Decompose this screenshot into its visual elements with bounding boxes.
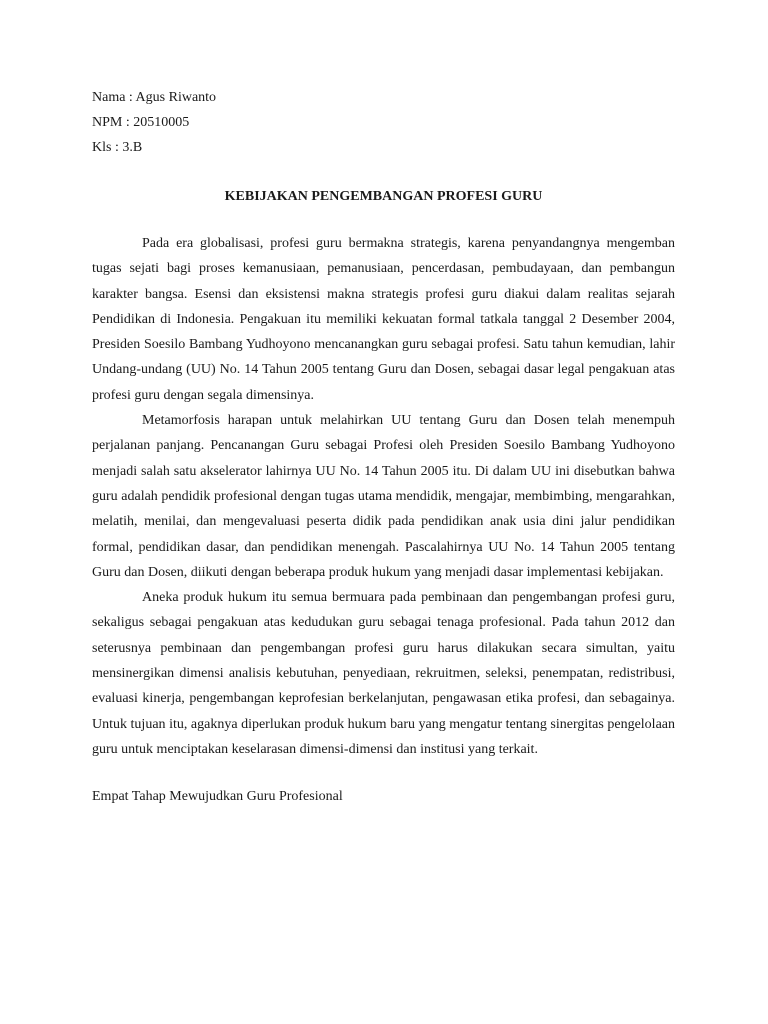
student-npm: NPM : 20510005 [92,115,190,130]
document-title: KEBIJAKAN PENGEMBANGAN PROFESI GURU [224,189,543,204]
student-name: Nama : Agus Riwanto [92,90,217,105]
document-page [92,85,675,809]
student-class: Kls : 3.B [92,140,143,155]
section-heading: Empat Tahap Mewujudkan Guru Profesional [92,789,343,805]
paragraph-1: Pada era globalisasi, profesi guru bermakna strategis, karena penyandangnya mengemban tugas sejati bagi proses kemanusiaan, pemanusiaan, pencerdasan, pembudayaan, dan pembangun karakter bangsa. Esensi dan eksistensi makna strategis profesi guru diakui dalam realitas sejarah Pendidikan di Indonesia. Pengakuan itu memiliki kekuatan formal tatkala tanggal 2 Desember 2004, Presiden Soesilo Bambang Yudhoyono mencanangkan guru sebagai profesi. Satu tahun kemudian, lahir Undang-undang (UU) No. 14 Tahun 2005 tentang Guru dan Dosen, sebagai dasar legal pengakuan atas profesi guru dengan segala dimensinya. [92,236,675,403]
paragraph-3: Aneka produk hukum itu semua bermuara pada pembinaan dan pengembangan profesi guru, sekaligus sebagai pengakuan atas kedudukan guru sebagai tenaga profesional. Pada tahun 2012 dan seterusnya pembinaan dan pengembangan profesi guru harus dilakukan secara simultan, yaitu mensinergikan dimensi analisis kebutuhan, penyediaan, rekruitmen, seleksi, penempatan, redistribusi, evaluasi kinerja, pengembangan keprofesian berkelanjutan, pengawasan etika profesi, dan sebagainya. Untuk tujuan itu, agaknya diperlukan produk hukum baru yang mengatur tentang sinergitas pengelolaan guru untuk menciptakan keselarasan dimensi-dimensi dan institusi yang terkait. [92,590,675,757]
paragraph-2: Metamorfosis harapan untuk melahirkan UU tentang Guru dan Dosen telah menempuh perjalanan panjang. Pencanangan Guru sebagai Profesi oleh Presiden Soesilo Bambang Yudhoyono menjadi salah satu akselerator lahirnya UU No. 14 Tahun 2005 itu. Di dalam UU ini disebutkan bahwa guru adalah pendidik profesional dengan tugas utama mendidik, mengajar, membimbing, mengarahkan, melatih, menilai, dan mengevaluasi peserta didik pada pendidikan anak usia dini jalur pendidikan formal, pendidikan dasar, dan pendidikan menengah. Pascalahirnya UU No. 14 Tahun 2005 tentang Guru dan Dosen, diikuti dengan beberapa produk hukum yang menjadi dasar implementasi kebijakan. [92,413,675,580]
document-body [92,231,675,762]
